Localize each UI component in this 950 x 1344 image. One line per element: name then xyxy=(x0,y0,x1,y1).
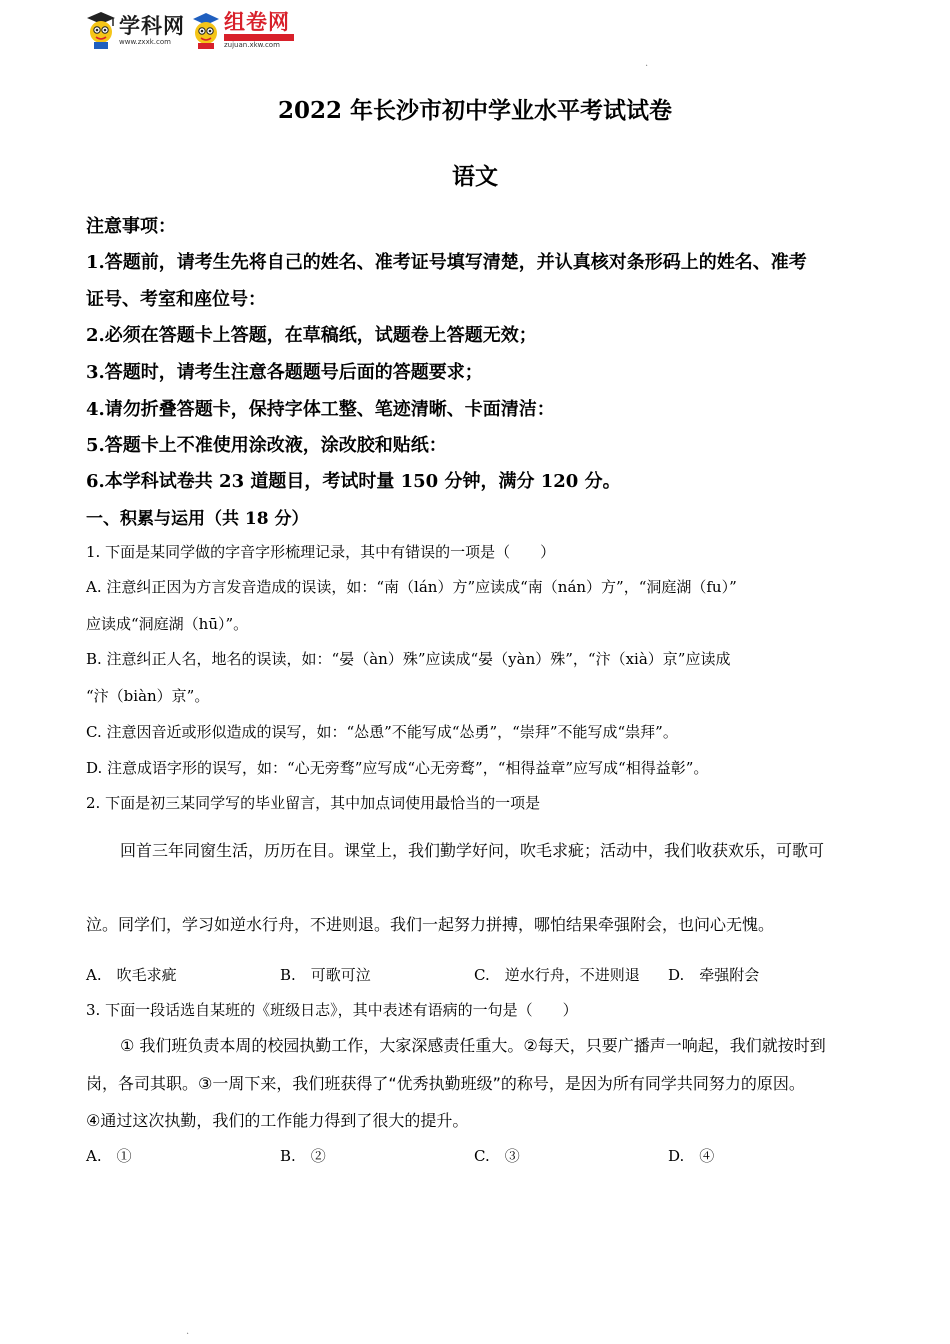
q1-option-a-cont: 应读成“洞庭湖（hū）”。 xyxy=(86,615,249,633)
graduate-mascot-icon xyxy=(84,10,118,50)
q1-option-b-cont: “汴（biàn）京”。 xyxy=(86,687,210,705)
q2-stem: 2. 下面是初三某同学写的毕业留言，其中加点词使用最恰当的一项是 xyxy=(86,794,541,812)
q2-passage-line: 泣。同学们，学习如逆水行舟，不进则退。我们一起努力拼搏，哪怕结果牵强附会，也问心无愧。 xyxy=(86,915,775,934)
q1-option-a: A. 注意纠正因为方言发音造成的误读，如：“南（lán）方”应读成“南（nán）方”，“洞庭湖（fu）” xyxy=(86,578,737,596)
q3-option-a[interactable]: A. ① xyxy=(86,1147,132,1165)
q2-option-d[interactable]: D. 牵强附会 xyxy=(668,966,760,984)
notice-heading: 注意事项： xyxy=(86,216,176,237)
notice-item: 5.答题卡上不准使用涂改液，涂改胶和贴纸： xyxy=(86,435,447,456)
q1-option-c: C. 注意因音近或形似造成的误写，如：“怂恿”不能写成“怂勇”，“崇拜”不能写成“祟拜”。 xyxy=(86,723,678,741)
q2-passage-line: 回首三年同窗生活，历历在目。课堂上，我们勤学好问，吹毛求疵；活动中，我们收获欢乐，可歌可 xyxy=(120,841,825,860)
q3-stem: 3. 下面一段话选自某班的《班级日志》，其中表述有语病的一句是（ ） xyxy=(86,1001,578,1019)
decorative-dot: . xyxy=(645,58,649,69)
xueke-logo-url: www.zxxk.com xyxy=(119,37,171,46)
zujuan-logo-url: zujuan.xkw.com xyxy=(224,41,280,49)
notice-item: 2.必须在答题卡上答题，在草稿纸，试题卷上答题无效； xyxy=(86,325,537,346)
xueke-logo-name: 学科网 xyxy=(119,13,185,38)
q2-option-a[interactable]: A. 吹毛求疵 xyxy=(86,966,177,984)
q1-stem: 1. 下面是某同学做的字音字形梳理记录，其中有错误的一项是（ ） xyxy=(86,543,556,561)
student-mascot-icon xyxy=(189,10,223,50)
q3-option-b[interactable]: B. ② xyxy=(280,1147,326,1165)
q3-passage-line: 岗，各司其职。③一周下来，我们班获得了“优秀执勤班级”的称号，是因为所有同学共同努力的原因。 xyxy=(86,1074,805,1093)
notice-item: 1.答题前，请考生先将自己的姓名、准考证号填写清楚，并认真核对条形码上的姓名、准考 xyxy=(86,252,807,273)
q3-passage-line: ④通过这次执勤，我们的工作能力得到了很大的提升。 xyxy=(86,1111,469,1130)
notice-item: 4.请勿折叠答题卡，保持字体工整、笔迹清晰、卡面清洁： xyxy=(86,399,555,420)
section-heading: 一、积累与运用（共 18 分） xyxy=(86,509,309,529)
q3-option-c[interactable]: C. ③ xyxy=(474,1147,520,1165)
notice-item: 证号、考室和座位号： xyxy=(86,289,266,310)
q3-option-d[interactable]: D. ④ xyxy=(668,1147,715,1165)
q3-passage-line: ① 我们班负责本周的校园执勤工作，大家深感责任重大。②每天，只要广播声一响起，我们就按时到 xyxy=(120,1036,826,1055)
zujuan-logo[interactable] xyxy=(189,10,294,50)
q2-option-b[interactable]: B. 可歌可泣 xyxy=(280,966,371,984)
exam-subject: 语文 xyxy=(452,163,498,190)
zujuan-logo-name: 组卷网 xyxy=(224,10,290,34)
exam-title: 2022 年长沙市初中学业水平考试试卷 xyxy=(277,97,673,124)
xueke-logo[interactable] xyxy=(84,10,185,50)
zujuan-logo-banner xyxy=(224,34,294,41)
decorative-dot: . xyxy=(186,1326,190,1337)
notice-item: 3.答题时，请考生注意各题题号后面的答题要求； xyxy=(86,362,483,383)
q1-option-d: D. 注意成语字形的误写，如：“心无旁骛”应写成“心无旁鹜”，“相得益章”应写成“相得益彰”。 xyxy=(86,759,709,777)
q1-option-b: B. 注意纠正人名，地名的误读，如：“晏（àn）殊”应读成“晏（yàn）殊”，“汴（xià）京”应读成 xyxy=(86,650,731,668)
header-logos xyxy=(84,10,298,58)
notice-item: 6.本学科试卷共 23 道题目，考试时量 150 分钟，满分 120 分。 xyxy=(86,471,621,492)
q2-option-c[interactable]: C. 逆水行舟，不进则退 xyxy=(474,966,640,984)
